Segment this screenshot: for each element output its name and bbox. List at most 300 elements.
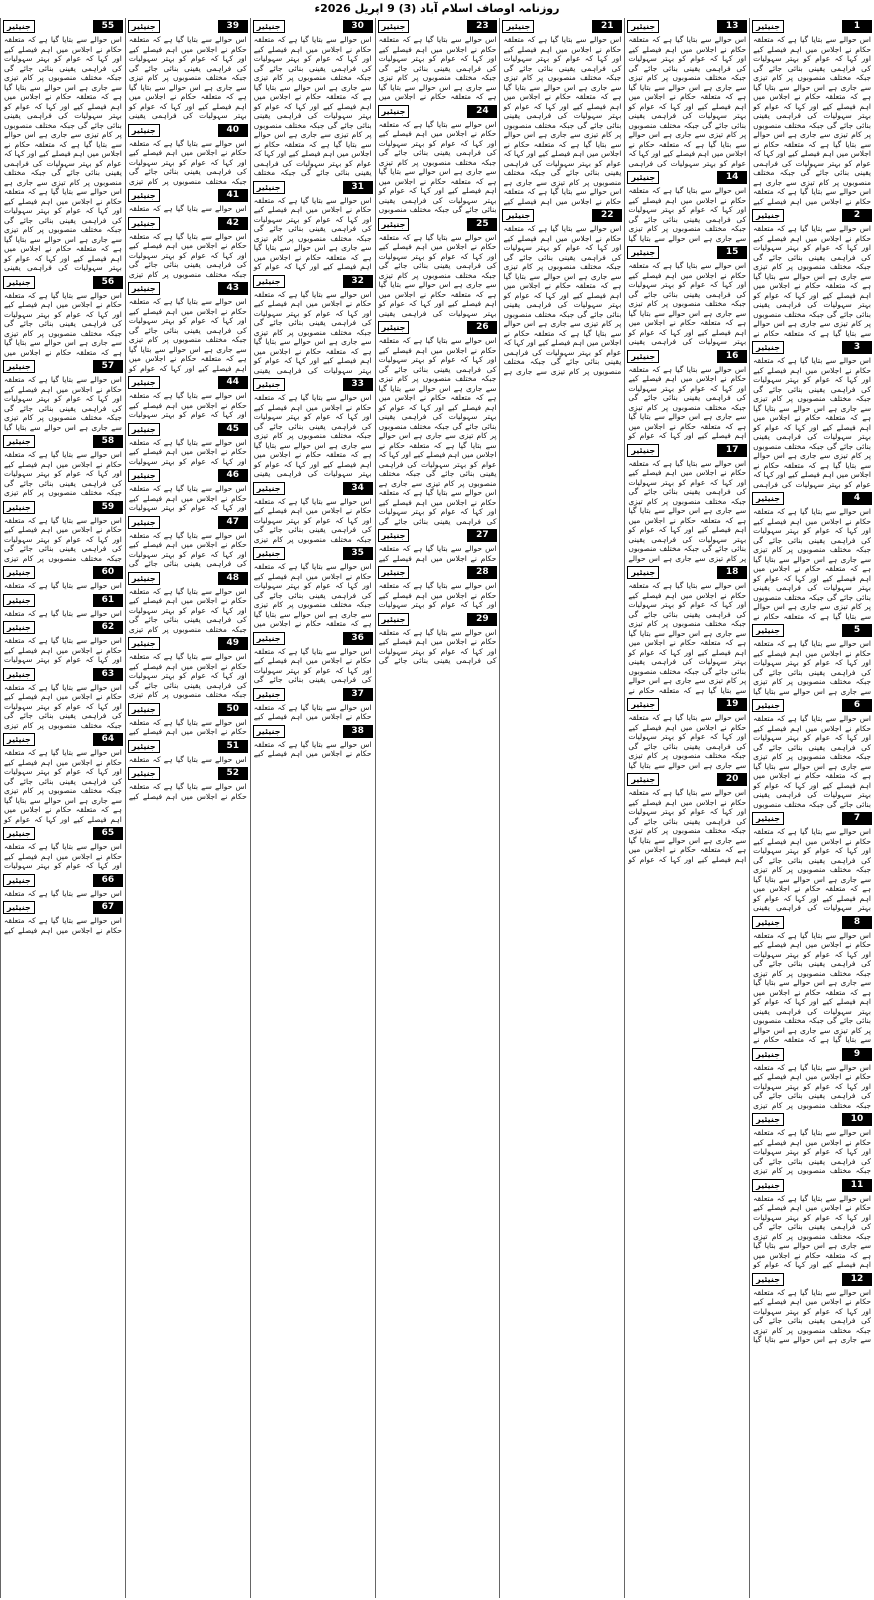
news-entry [625, 246, 749, 347]
news-entry [625, 773, 749, 864]
entry-header [253, 632, 373, 645]
entry-label: جنیئیر [752, 812, 784, 825]
entry-body-text: اس حوالے سے بتایا گیا ہے کہ متعلقہ حکام نے اجلاس میں اہم فیصلے کیے اور کہا کہ عوام کو بہتر سہولیات کی فراہمی یقینی بنائی جائے گی جبکہ مختلف منصوبوں پر کام تیزی سے جاری ہے اس حوالے سے بتایا گیا ہے کہ متعلقہ حکام نے اجلاس میں اہم فیصلے کیے اور کہا کہ عوام کو بہتر سہولیات کی فراہمی یقینی بنائی جائے گی جبکہ مختلف منصوبوں پر کام تیزی سے جاری ہے اس حوالے سے بتایا گیا ہے کہ متعلقہ حکام نے [628, 581, 747, 695]
news-entry [126, 572, 250, 635]
entry-number-badge: 3 [842, 341, 872, 354]
entry-number-badge: 11 [842, 1179, 872, 1192]
news-entry [625, 350, 749, 441]
entry-number-badge: 55 [93, 20, 123, 33]
news-entry [1, 276, 125, 358]
news-entry [126, 217, 250, 280]
entry-number-badge: 2 [842, 209, 872, 222]
entry-header [128, 376, 248, 389]
entry-header [502, 209, 622, 222]
entry-body-text: اس حوالے سے بتایا گیا ہے کہ متعلقہ حکام نے اجلاس میں اہم فیصلے کیے اور کہا کہ عوام کو بہتر سہولیات کی فراہمی یقینی بنائی جائے گی جبکہ مختلف منصوبوں پر کام تیزی سے جاری ہے اس حوالے سے بتایا گیا ہے کہ متعلقہ حکام نے اجلاس میں اہم فیصلے کیے اور کہا کہ عوام کو بہتر سہولیات کی فراہمی یقینی بنائی جائے گی جبکہ مختلف منصوبوں [753, 714, 871, 809]
news-entry [750, 209, 874, 338]
entry-header [253, 20, 373, 33]
entry-label: جنیئیر [627, 698, 659, 711]
news-entry [126, 282, 250, 373]
news-column [0, 18, 125, 1598]
news-entry [750, 492, 874, 621]
entry-number-badge: 50 [218, 703, 248, 716]
news-entry [251, 275, 375, 376]
entry-body-text: اس حوالے سے بتایا گیا ہے کہ متعلقہ حکام نے اجلاس میں اہم فیصلے کیے اور کہا کہ عوام کو بہتر سہولیات کی فراہمی یقینی بنائی جائے گی جبکہ مختلف منصوبوں پر کام تیزی سے جاری ہے اس حوالے سے بتایا گیا ہے کہ متعلقہ حکام نے اجلاس میں اہم فیصلے کیے اور کہا کہ عوام کو [253, 195, 372, 271]
entry-header [253, 275, 373, 288]
news-entry [251, 482, 375, 545]
entry-number-badge: 10 [842, 1113, 872, 1126]
entry-body-text: اس حوالے سے بتایا گیا ہے کہ متعلقہ حکام نے اجلاس میں اہم فیصلے کیے اور کہا کہ عوام کو بہتر سہولیات کی فراہمی یقینی بنائی جائے گی [378, 627, 497, 665]
entry-number-badge: 21 [592, 20, 622, 33]
entry-number-badge: 29 [467, 613, 497, 626]
entry-header [752, 20, 872, 33]
news-entry [376, 20, 500, 102]
entry-body-text: اس حوالے سے بتایا گیا ہے کہ متعلقہ حکام نے اجلاس میں اہم فیصلے کیے اور کہا کہ عوام کو بہتر سہولیات کی فراہمی یقینی بنائی جائے گی جبکہ مختلف منصوبوں پر کام تیزی سے جاری ہے اس حوالے سے بتایا گیا ہے کہ متعلقہ حکام نے اجلاس میں اہم فیصلے کیے اور کہا کہ عوام کو [753, 1193, 871, 1269]
entry-body-text: اس حوالے سے بتایا گیا ہے کہ متعلقہ حکام نے اجلاس میں اہم فیصلے کیے اور کہا کہ عوام کو بہتر سہولیات کی فراہمی یقینی بنائی جائے گی جبکہ مختلف منصوبوں پر کام تیزی سے جاری ہے اس حوالے سے بتایا گیا ہے کہ متعلقہ حکام نے اجلاس میں اہم فیصلے کیے اور کہا کہ عوام کو بہتر سہولیات کی فراہمی یقینی بنائی جائے گی جبکہ مختلف منصوبوں پر کام تیزی سے جاری ہے اس حوالے [628, 458, 747, 563]
entry-number-badge: 47 [218, 516, 248, 529]
entry-number-badge: 25 [467, 218, 497, 231]
entry-label: جنیئیر [128, 376, 160, 389]
entry-header [627, 698, 747, 711]
entry-header [752, 916, 872, 929]
entry-number-badge: 23 [467, 20, 497, 33]
entry-header [378, 321, 498, 334]
entry-label: جنیئیر [502, 20, 534, 33]
entry-number-badge: 30 [343, 20, 373, 33]
entry-header [752, 624, 872, 637]
news-entry [1, 360, 125, 432]
entry-header [3, 733, 123, 746]
entry-label: جنیئیر [128, 20, 160, 33]
entry-header [3, 566, 123, 579]
entry-number-badge: 18 [717, 566, 747, 579]
entry-label: جنیئیر [752, 699, 784, 712]
entry-body-text: اس حوالے سے بتایا گیا ہے کہ متعلقہ حکام نے اجلاس میں اہم فیصلے کیے اور کہا کہ عوام کو بہتر سہولیات کی فراہمی یقینی بنائی جائے گی جبکہ مختلف منصوبوں پر کام تیزی سے جاری ہے اس حوالے سے بتایا گیا ہے کہ متعلقہ حکام نے اجلاس میں اہم فیصلے کیے اور کہا کہ عوام کو [4, 748, 122, 824]
news-entry [126, 189, 250, 214]
entry-number-badge: 16 [717, 350, 747, 363]
entry-label: جنیئیر [128, 637, 160, 650]
entry-number-badge: 65 [93, 827, 123, 840]
entry-number-badge: 14 [717, 171, 747, 184]
entry-number-badge: 49 [218, 637, 248, 650]
entry-label: جنیئیر [378, 218, 410, 231]
news-column [375, 18, 500, 1598]
entry-number-badge: 31 [343, 181, 373, 194]
entry-label: جنیئیر [378, 105, 410, 118]
entry-label: جنیئیر [752, 1179, 784, 1192]
entry-body-text: اس حوالے سے بتایا گیا ہے کہ متعلقہ حکام نے اجلاس میں اہم فیصلے کیے اور کہا کہ عوام کو بہتر سہولیات کی فراہمی یقینی بنائی جائے گی جبکہ مختلف منصوبوں پر کام تیزی سے جاری ہے اس حوالے سے بتایا گیا ہے کہ متعلقہ حکام نے اجلاس میں اہم فیصلے کیے اور کہا کہ عوام کو بہتر سہولیات کی فراہمی یقینی بنائی جائے گی جبکہ مختلف منصوبوں پر کام تیزی سے جاری ہے اس حوالے سے بتایا گیا ہے کہ متعلقہ حکام نے اجلاس میں اہم فیصلے کیے اور کہا کہ عوام کو بہتر سہولیات کی فراہمی یقینی بنائی جائے گی جبکہ مختلف منصوبوں پر کام تیزی سے جاری ہے اس حوالے سے بتایا گیا ہے کہ متعلقہ حکام نے اجلاس میں اہم فیصلے کیے [503, 35, 622, 206]
entry-number-badge: 58 [93, 435, 123, 448]
entry-body-text: اس حوالے سے بتایا گیا ہے کہ متعلقہ [4, 888, 122, 898]
news-entry [750, 624, 874, 696]
entry-header [3, 901, 123, 914]
entry-body-text: اس حوالے سے بتایا گیا ہے کہ متعلقہ حکام نے اجلاس میں اہم فیصلے کیے اور کہا کہ عوام کو بہتر سہولیات کی فراہمی یقینی بنائی جائے گی جبکہ مختلف منصوبوں پر کام تیزی سے جاری ہے اس حوالے سے بتایا گیا [753, 639, 871, 696]
entry-number-badge: 17 [717, 444, 747, 457]
news-entry [750, 916, 874, 1045]
news-entry [126, 124, 250, 187]
entry-label: جنیئیر [627, 350, 659, 363]
entry-header [378, 218, 498, 231]
entry-label: جنیئیر [752, 209, 784, 222]
news-entry [1, 20, 125, 273]
news-entry [1, 827, 125, 871]
entry-number-badge: 20 [717, 773, 747, 786]
entry-header [128, 469, 248, 482]
entry-header [253, 547, 373, 560]
entry-header [3, 594, 123, 607]
entry-header [752, 341, 872, 354]
news-column [749, 18, 874, 1598]
entry-body-text: اس حوالے سے بتایا گیا ہے کہ متعلقہ حکام نے اجلاس میں اہم فیصلے کیے [128, 717, 247, 736]
entry-header [3, 874, 123, 887]
entry-header [752, 1113, 872, 1126]
entry-body-text: اس حوالے سے بتایا گیا ہے کہ متعلقہ حکام نے اجلاس میں اہم فیصلے کیے اور کہا کہ عوام کو بہتر سہولیات کی فراہمی یقینی بنائی جائے گی جبکہ مختلف منصوبوں پر کام تیزی سے جاری ہے اس حوالے سے بتایا گیا ہے کہ متعلقہ حکام نے اجلاس میں اہم فیصلے کیے اور کہا کہ عوام کو بہتر سہولیات کی فراہمی یقینی بنائی جائے گی جبکہ مختلف منصوبوں پر کام تیزی سے جاری ہے اس حوالے سے بتایا گیا ہے کہ متعلقہ حکام نے [753, 507, 871, 621]
entry-header [253, 482, 373, 495]
entry-body-text: اس حوالے سے بتایا گیا ہے کہ متعلقہ حکام نے اجلاس میں اہم فیصلے کیے اور کہا کہ عوام کو بہتر سہولیات کی فراہمی یقینی بنائی جائے گی جبکہ مختلف منصوبوں پر کام تیزی سے جاری ہے اس حوالے سے بتایا گیا ہے کہ متعلقہ حکام نے اجلاس میں اہم فیصلے کیے اور کہا کہ عوام کو بہتر سہولیات کی فراہمی یقینی بنائی جائے گی جبکہ مختلف منصوبوں [378, 119, 497, 214]
entry-number-badge: 42 [218, 217, 248, 230]
entry-number-badge: 51 [218, 740, 248, 753]
entry-label: جنیئیر [3, 668, 35, 681]
entry-body-text: اس حوالے سے بتایا گیا ہے کہ متعلقہ حکام نے اجلاس میں اہم فیصلے کیے اور کہا کہ عوام کو بہتر سہولیات کی فراہمی یقینی بنائی جائے گی جبکہ مختلف منصوبوں پر کام تیزی سے جاری ہے اس حوالے سے بتایا گیا ہے کہ متعلقہ حکام نے اجلاس میں اہم فیصلے کیے اور کہا کہ عوام کو بہتر سہولیات کی فراہمی یقینی [253, 393, 372, 478]
entry-number-badge: 7 [842, 812, 872, 825]
entry-body-text: اس حوالے سے بتایا گیا ہے کہ متعلقہ حکام نے اجلاس میں اہم فیصلے کیے اور کہا کہ عوام کو بہتر سہولیات کی فراہمی یقینی بنائی جائے گی جبکہ مختلف منصوبوں پر کام تیزی سے جاری ہے اس حوالے سے بتایا گیا [4, 375, 122, 432]
entry-label: جنیئیر [253, 20, 285, 33]
entry-label: جنیئیر [3, 435, 35, 448]
entry-header [3, 20, 123, 33]
entry-body-text: اس حوالے سے بتایا گیا ہے کہ متعلقہ حکام نے اجلاس میں اہم فیصلے کیے اور کہا کہ عوام کو بہتر سہولیات کی فراہمی یقینی بنائی جائے گی جبکہ مختلف منصوبوں پر کام تیزی [128, 231, 247, 279]
entry-number-badge: 5 [842, 624, 872, 637]
news-entry [376, 613, 500, 666]
news-entry [1, 435, 125, 498]
entry-body-text: اس حوالے سے بتایا گیا ہے کہ متعلقہ حکام نے اجلاس میں اہم فیصلے کیے اور کہا کہ عوام کو بہتر سہولیات کی فراہمی یقینی بنائی جائے گی جبکہ مختلف منصوبوں پر کام تیزی [128, 138, 247, 186]
entry-header [128, 637, 248, 650]
entry-label: جنیئیر [3, 360, 35, 373]
entry-header [627, 350, 747, 363]
news-column [250, 18, 375, 1598]
entry-body-text: اس حوالے سے بتایا گیا ہے کہ متعلقہ حکام نے اجلاس میں اہم فیصلے کیے اور کہا کہ عوام کو بہتر سہولیات کی فراہمی یقینی بنائی جائے گی جبکہ مختلف منصوبوں پر کام تیزی سے جاری ہے اس حوالے سے بتایا گیا ہے کہ متعلقہ حکام نے اجلاس میں اہم فیصلے کیے اور کہا کہ عوام کو بہتر سہولیات کی فراہمی یقینی بنائی جائے گی جبکہ مختلف منصوبوں پر کام تیزی سے جاری ہے اس حوالے سے بتایا گیا ہے کہ متعلقہ حکام نے اجلاس میں اہم فیصلے کیے اور کہا کہ عوام کو بہتر سہولیات کی فراہمی یقینی بنائی جائے گی جبکہ مختلف منصوبوں پر کام تیزی سے جاری ہے [503, 224, 622, 376]
entry-header [3, 827, 123, 840]
entry-number-badge: 28 [467, 566, 497, 579]
entry-label: جنیئیر [752, 341, 784, 354]
entry-body-text: اس حوالے سے بتایا گیا ہے کہ متعلقہ حکام نے اجلاس میں اہم فیصلے کیے اور کہا کہ عوام کو بہتر سہولیات کی فراہمی یقینی بنائی جائے گی جبکہ مختلف منصوبوں پر کام تیزی سے جاری ہے اس حوالے سے بتایا گیا ہے کہ متعلقہ حکام نے اجلاس میں اہم فیصلے کیے اور کہا کہ عوام کو بہتر سہولیات کی فراہمی یقینی بنائی جائے گی جبکہ مختلف منصوبوں پر کام تیزی سے جاری ہے اس حوالے سے بتایا گیا ہے کہ متعلقہ حکام نے [753, 224, 871, 338]
entry-header [378, 566, 498, 579]
entry-label: جنیئیر [627, 20, 659, 33]
news-entry [750, 1273, 874, 1345]
entry-header [627, 246, 747, 259]
entry-label: جنیئیر [752, 492, 784, 505]
entry-label: جنیئیر [627, 773, 659, 786]
entry-number-badge: 64 [93, 733, 123, 746]
entry-label: جنیئیر [752, 1048, 784, 1061]
entry-header [128, 423, 248, 436]
entry-header [128, 516, 248, 529]
entry-number-badge: 63 [93, 668, 123, 681]
entry-header [3, 668, 123, 681]
news-entry [126, 20, 250, 121]
entry-label: جنیئیر [378, 566, 410, 579]
entry-header [253, 378, 373, 391]
entry-body-text: اس حوالے سے بتایا گیا ہے کہ متعلقہ حکام نے اجلاس میں اہم فیصلے کیے [253, 739, 372, 758]
entry-number-badge: 46 [218, 469, 248, 482]
entry-label: جنیئیر [752, 916, 784, 929]
entry-header [128, 124, 248, 137]
entry-body-text: اس حوالے سے بتایا گیا ہے کہ متعلقہ حکام نے اجلاس میں اہم فیصلے کیے اور کہا کہ عوام کو بہتر سہولیات کی فراہمی یقینی بنائی جائے گی جبکہ مختلف منصوبوں پر کام تیزی سے جاری ہے اس حوالے سے بتایا گیا ہے کہ متعلقہ حکام نے اجلاس میں اہم فیصلے کیے اور کہا کہ عوام کو بہتر سہولیات کی فراہمی یقینی [253, 289, 372, 375]
entry-number-badge: 26 [467, 321, 497, 334]
entry-body-text: اس حوالے سے بتایا گیا ہے کہ متعلقہ حکام نے اجلاس میں اہم فیصلے کیے اور کہا کہ عوام کو بہتر سہولیات [128, 484, 247, 512]
entry-label: جنیئیر [253, 482, 285, 495]
news-entry [126, 516, 250, 569]
entry-label: جنیئیر [128, 516, 160, 529]
news-entry [251, 632, 375, 685]
entry-header [128, 767, 248, 780]
entry-number-badge: 9 [842, 1048, 872, 1061]
entry-body-text: اس حوالے سے بتایا گیا ہے کہ متعلقہ [4, 608, 122, 618]
entry-body-text: اس حوالے سے بتایا گیا ہے کہ متعلقہ حکام نے اجلاس میں اہم فیصلے کیے اور کہا کہ عوام کو بہتر سہولیات کی فراہمی یقینی بنائی جائے گی جبکہ مختلف منصوبوں پر کام تیزی [753, 1062, 871, 1110]
entry-label: جنیئیر [253, 181, 285, 194]
entry-number-badge: 32 [343, 275, 373, 288]
entry-body-text: اس حوالے سے بتایا گیا ہے کہ متعلقہ حکام نے اجلاس میں اہم فیصلے کیے اور کہا کہ عوام کو بہتر سہولیات کی فراہمی یقینی بنائی جائے گی [253, 646, 372, 684]
entry-number-badge: 35 [343, 547, 373, 560]
entry-label: جنیئیر [253, 632, 285, 645]
entry-label: جنیئیر [752, 624, 784, 637]
entry-label: جنیئیر [502, 209, 534, 222]
entry-number-badge: 60 [93, 566, 123, 579]
entry-header [627, 566, 747, 579]
news-entry [750, 1113, 874, 1176]
news-entry [625, 20, 749, 168]
entry-label: جنیئیر [128, 189, 160, 202]
entry-number-badge: 38 [343, 725, 373, 738]
entry-body-text: اس حوالے سے بتایا گیا ہے کہ متعلقہ حکام نے اجلاس میں اہم فیصلے کیے اور کہا کہ عوام کو بہتر سہولیات کی فراہمی یقینی بنائی جائے گی جبکہ مختلف منصوبوں پر کام تیزی [128, 652, 247, 699]
entry-body-text: اس حوالے سے بتایا گیا ہے کہ متعلقہ حکام نے اجلاس میں اہم فیصلے کیے اور کہا کہ عوام کو بہتر سہولیات کی فراہمی یقینی بنائی جائے گی جبکہ مختلف منصوبوں پر کام تیزی سے جاری ہے اس حوالے سے بتایا گیا ہے کہ متعلقہ حکام نے اجلاس میں اہم فیصلے کیے اور کہا کہ عوام کو [628, 788, 747, 864]
entry-number-badge: 15 [717, 246, 747, 259]
entry-body-text: اس حوالے سے بتایا گیا ہے کہ متعلقہ حکام نے اجلاس میں اہم فیصلے کیے اور کہا کہ عوام کو بہتر سہولیات کی فراہمی یقینی بنائی جائے گی جبکہ مختلف منصوبوں پر کام تیزی [4, 682, 122, 730]
entry-header [3, 621, 123, 634]
news-entry [625, 698, 749, 770]
news-entry [1, 566, 125, 591]
entry-label: جنیئیر [253, 547, 285, 560]
entry-label: جنیئیر [627, 566, 659, 579]
entry-body-text: اس حوالے سے بتایا گیا ہے کہ متعلقہ حکام نے اجلاس میں اہم فیصلے کیے [4, 916, 122, 935]
entry-header [128, 572, 248, 585]
entry-header [627, 20, 747, 33]
entry-number-badge: 6 [842, 699, 872, 712]
news-entry [376, 529, 500, 563]
entry-header [3, 501, 123, 514]
entry-label: جنیئیر [627, 444, 659, 457]
entry-body-text: اس حوالے سے بتایا گیا ہے کہ متعلقہ حکام نے اجلاس میں اہم فیصلے کیے اور کہا کہ عوام کو بہتر سہولیات کی فراہمی یقینی بنائی جائے گی جبکہ مختلف منصوبوں پر کام تیزی سے جاری ہے اس حوالے سے بتایا گیا ہے کہ متعلقہ حکام نے اجلاس میں اہم فیصلے کیے اور کہا کہ عوام کو بہتر سہولیات کی فراہمی یقینی بنائی جائے گی جبکہ مختلف منصوبوں پر کام تیزی سے جاری ہے اس حوالے سے بتایا گیا ہے کہ متعلقہ حکام نے اجلاس میں اہم فیصلے کیے اور کہا کہ عوام کو بہتر سہولیات کی فراہمی یقینی بنائی جائے گی جبکہ مختلف [253, 35, 372, 177]
news-entry [376, 566, 500, 610]
news-entry [750, 1179, 874, 1270]
entry-label: جنیئیر [627, 246, 659, 259]
entry-header [627, 171, 747, 184]
entry-header [752, 1179, 872, 1192]
entry-label: جنیئیر [128, 423, 160, 436]
entry-number-badge: 59 [93, 501, 123, 514]
news-entry [376, 218, 500, 319]
news-column [624, 18, 749, 1598]
entry-body-text: اس حوالے سے بتایا گیا ہے کہ متعلقہ حکام نے اجلاس میں اہم فیصلے کیے اور کہا کہ عوام کو بہتر سہولیات کی فراہمی یقینی بنائی جائے گی جبکہ مختلف منصوبوں پر کام تیزی سے جاری ہے اس حوالے سے بتایا گیا ہے کہ متعلقہ حکام نے اجلاس میں اہم فیصلے کیے اور کہا کہ عوام کو بہتر سہولیات کی فراہمی یقینی [128, 35, 247, 120]
entry-body-text: اس حوالے سے بتایا گیا ہے کہ متعلقہ حکام نے اجلاس میں اہم فیصلے کیے اور کہا کہ عوام کو بہتر سہولیات [4, 842, 122, 870]
entry-number-badge: 44 [218, 376, 248, 389]
entry-label: جنیئیر [3, 621, 35, 634]
entry-label: جنیئیر [253, 378, 285, 391]
entry-label: جنیئیر [378, 529, 410, 542]
entry-number-badge: 19 [717, 698, 747, 711]
entry-number-badge: 56 [93, 276, 123, 289]
news-entry [750, 1048, 874, 1111]
entry-label: جنیئیر [253, 275, 285, 288]
entry-body-text: اس حوالے سے بتایا گیا ہے کہ متعلقہ حکام نے اجلاس میں اہم فیصلے کیے اور کہا کہ عوام کو بہتر سہولیات کی فراہمی یقینی بنائی جائے گی جبکہ مختلف منصوبوں پر کام تیزی سے جاری ہے اس حوالے سے بتایا گیا ہے کہ متعلقہ حکام نے اجلاس میں اہم فیصلے کیے اور کہا کہ عوام کو [128, 297, 247, 373]
entry-number-badge: 1 [842, 20, 872, 33]
news-entry [500, 209, 624, 376]
news-entry [1, 594, 125, 619]
entry-number-badge: 22 [592, 209, 622, 222]
news-entry [126, 703, 250, 737]
entry-number-badge: 39 [218, 20, 248, 33]
entry-number-badge: 48 [218, 572, 248, 585]
entry-label: جنیئیر [3, 594, 35, 607]
entry-header [752, 1273, 872, 1286]
entry-number-badge: 33 [343, 378, 373, 391]
entry-body-text: اس حوالے سے بتایا گیا ہے کہ متعلقہ حکام نے اجلاس میں اہم فیصلے کیے اور کہا کہ عوام کو بہتر سہولیات کی فراہمی یقینی بنائی جائے گی جبکہ مختلف منصوبوں پر کام تیزی سے جاری ہے اس حوالے سے بتایا گیا ہے کہ متعلقہ حکام نے اجلاس میں اہم فیصلے کیے اور کہا کہ عوام کو بہتر سہولیات کی فراہمی یقینی بنائی جائے گی جبکہ مختلف منصوبوں پر کام تیزی سے جاری ہے اس حوالے سے بتایا گیا ہے کہ متعلقہ حکام نے اجلاس میں اہم فیصلے کیے اور کہا کہ عوام کو بہتر سہولیات کی فراہمی [628, 35, 747, 168]
news-entry [750, 699, 874, 809]
entry-header [128, 189, 248, 202]
entry-body-text: اس حوالے سے بتایا گیا ہے کہ متعلقہ حکام نے اجلاس میں اہم فیصلے کیے اور کہا کہ عوام کو بہتر سہولیات کی فراہمی یقینی بنائی جائے گی جبکہ مختلف منصوبوں پر کام تیزی سے جاری ہے اس حوالے سے بتایا گیا [753, 1287, 871, 1344]
news-entry [126, 637, 250, 700]
entry-header [253, 725, 373, 738]
news-entry [376, 105, 500, 215]
news-entry [251, 378, 375, 479]
entry-header [378, 105, 498, 118]
entry-header [253, 688, 373, 701]
entry-body-text: اس حوالے سے بتایا گیا ہے کہ متعلقہ حکام نے اجلاس میں اہم فیصلے کیے اور کہا کہ عوام کو بہتر سہولیات کی فراہمی یقینی بنائی جائے گی جبکہ مختلف منصوبوں پر کام تیزی سے جاری ہے اس حوالے سے بتایا گیا ہے کہ متعلقہ حکام نے اجلاس میں [4, 290, 122, 357]
news-entry [251, 688, 375, 722]
entry-body-text: اس حوالے سے بتایا گیا ہے کہ متعلقہ حکام نے اجلاس میں اہم فیصلے کیے اور کہا کہ عوام کو بہتر سہولیات کی فراہمی یقینی بنائی جائے گی جبکہ مختلف منصوبوں پر کام تیزی سے جاری ہے اس حوالے سے بتایا گیا ہے کہ متعلقہ حکام نے اجلاس میں اہم فیصلے کیے اور کہا کہ عوام کو بہتر سہولیات کی فراہمی یقینی [753, 827, 871, 912]
entry-label: جنیئیر [128, 217, 160, 230]
news-column [499, 18, 624, 1598]
entry-number-badge: 34 [343, 482, 373, 495]
entry-number-badge: 36 [343, 632, 373, 645]
entry-label: جنیئیر [3, 20, 35, 33]
entry-number-badge: 27 [467, 529, 497, 542]
news-entry [126, 740, 250, 765]
entry-number-badge: 37 [343, 688, 373, 701]
entry-header [128, 282, 248, 295]
news-entry [251, 20, 375, 178]
entry-body-text: اس حوالے سے بتایا گیا ہے کہ متعلقہ حکام نے اجلاس میں اہم فیصلے کیے اور کہا کہ عوام کو بہتر سہولیات کی فراہمی یقینی بنائی جائے گی جبکہ مختلف منصوبوں پر کام تیزی سے جاری ہے اس حوالے سے بتایا گیا ہے کہ متعلقہ حکام نے اجلاس میں اہم فیصلے کیے اور کہا کہ عوام کو بہتر سہولیات کی فراہمی یقینی [378, 232, 497, 318]
entry-header [128, 703, 248, 716]
news-entry [251, 547, 375, 629]
entry-header [3, 435, 123, 448]
news-entry [1, 501, 125, 564]
entry-number-badge: 12 [842, 1273, 872, 1286]
entry-label: جنیئیر [378, 321, 410, 334]
entry-label: جنیئیر [752, 1273, 784, 1286]
entry-body-text: اس حوالے سے بتایا گیا ہے کہ متعلقہ حکام نے اجلاس میں اہم فیصلے کیے اور کہا کہ عوام کو بہتر سہولیات کی فراہمی یقینی بنائی جائے گی جبکہ مختلف منصوبوں پر کام تیزی سے جاری ہے اس حوالے سے بتایا گیا ہے کہ متعلقہ حکام نے اجلاس میں اہم فیصلے کیے اور کہا کہ عوام کو بہتر سہولیات کی فراہمی یقینی بنائی جائے گی جبکہ مختلف منصوبوں پر کام تیزی سے جاری ہے اس حوالے سے بتایا گیا ہے کہ متعلقہ حکام نے اجلاس میں اہم فیصلے کیے اور کہا کہ عوام کو بہتر سہولیات کی فراہمی [753, 356, 871, 489]
news-entry [1, 874, 125, 899]
entry-header [502, 20, 622, 33]
entry-body-text: اس حوالے سے بتایا گیا ہے کہ متعلقہ حکام نے اجلاس میں اہم فیصلے کیے اور کہا کہ عوام کو بہتر سہولیات کی فراہمی یقینی بنائی جائے گی جبکہ مختلف منصوبوں پر کام تیزی سے جاری ہے اس حوالے سے بتایا گیا [628, 713, 747, 770]
entry-body-text: اس حوالے سے بتایا گیا ہے کہ متعلقہ حکام نے اجلاس میں اہم فیصلے کیے [253, 702, 372, 721]
entry-label: جنیئیر [128, 740, 160, 753]
entry-label: جنیئیر [128, 124, 160, 137]
entry-label: جنیئیر [253, 688, 285, 701]
entry-body-text: اس حوالے سے بتایا گیا ہے کہ متعلقہ حکام نے اجلاس میں اہم فیصلے کیے [128, 782, 247, 801]
entry-body-text: اس حوالے سے بتایا گیا ہے کہ متعلقہ حکام نے اجلاس میں اہم فیصلے کیے اور کہا کہ عوام کو بہتر سہولیات کی فراہمی یقینی بنائی جائے گی جبکہ مختلف منصوبوں پر کام تیزی سے جاری ہے اس حوالے سے بتایا گیا ہے کہ متعلقہ حکام نے اجلاس میں اہم فیصلے کیے اور کہا کہ عوام کو بہتر سہولیات کی فراہمی یقینی [628, 261, 747, 346]
entry-body-text: اس حوالے سے بتایا گیا ہے کہ متعلقہ حکام نے اجلاس میں اہم فیصلے کیے اور کہا کہ عوام کو بہتر سہولیات کی فراہمی یقینی بنائی جائے گی جبکہ مختلف منصوبوں پر کام تیزی سے جاری ہے اس حوالے سے بتایا گیا [628, 186, 747, 243]
entry-body-text: اس حوالے سے بتایا گیا ہے کہ متعلقہ حکام نے اجلاس میں اہم فیصلے کیے اور کہا کہ عوام کو بہتر سہولیات کی فراہمی یقینی بنائی جائے گی جبکہ مختلف منصوبوں پر کام تیزی سے جاری ہے اس حوالے سے بتایا گیا ہے کہ متعلقہ حکام نے اجلاس میں [378, 35, 497, 101]
entry-number-badge: 52 [218, 767, 248, 780]
news-entry [126, 767, 250, 801]
news-entry [1, 621, 125, 665]
entry-header [3, 360, 123, 373]
news-entry [1, 901, 125, 935]
entry-header [378, 529, 498, 542]
news-entry [750, 20, 874, 206]
news-entry [1, 733, 125, 824]
entry-header [752, 1048, 872, 1061]
entry-number-badge: 24 [467, 105, 497, 118]
entry-body-text: اس حوالے سے بتایا گیا ہے کہ متعلقہ حکام نے اجلاس میں اہم فیصلے کیے اور کہا کہ عوام کو بہتر سہولیات کی فراہمی یقینی بنائی جائے گی جبکہ مختلف منصوبوں پر کام تیزی [4, 515, 122, 563]
entry-body-text: اس حوالے سے بتایا گیا ہے کہ متعلقہ [128, 204, 247, 213]
entry-body-text: اس حوالے سے بتایا گیا ہے کہ متعلقہ حکام نے اجلاس میں اہم فیصلے کیے اور کہا کہ عوام کو بہتر سہولیات کی فراہمی یقینی بنائی جائے گی جبکہ مختلف منصوبوں پر کام تیزی [128, 586, 247, 634]
entry-body-text: اس حوالے سے بتایا گیا ہے کہ متعلقہ [128, 754, 247, 764]
news-entry [500, 20, 624, 206]
news-entry [126, 423, 250, 467]
entry-number-badge: 4 [842, 492, 872, 505]
entry-label: جنیئیر [3, 901, 35, 914]
entry-label: جنیئیر [752, 1113, 784, 1126]
entry-body-text: اس حوالے سے بتایا گیا ہے کہ متعلقہ حکام نے اجلاس میں اہم فیصلے کیے اور کہا کہ عوام کو بہتر سہولیات [128, 391, 247, 419]
entry-label: جنیئیر [3, 276, 35, 289]
news-entry [625, 444, 749, 564]
entry-label: جنیئیر [3, 874, 35, 887]
entry-label: جنیئیر [752, 20, 784, 33]
news-entry [625, 566, 749, 695]
entry-body-text: اس حوالے سے بتایا گیا ہے کہ متعلقہ حکام نے اجلاس میں اہم فیصلے کیے اور کہا کہ عوام کو بہتر سہولیات [128, 437, 247, 466]
news-entry [750, 812, 874, 913]
entry-body-text: اس حوالے سے بتایا گیا ہے کہ متعلقہ حکام نے اجلاس میں اہم فیصلے کیے اور کہا کہ عوام کو بہتر سہولیات کی فراہمی یقینی بنائی جائے گی جبکہ مختلف منصوبوں پر کام تیزی [4, 450, 122, 497]
entry-label: جنیئیر [378, 613, 410, 626]
entry-header [752, 812, 872, 825]
news-entry [625, 171, 749, 243]
entry-body-text: اس حوالے سے بتایا گیا ہے کہ متعلقہ حکام نے اجلاس میں اہم فیصلے کیے اور کہا کہ عوام کو بہتر سہولیات کی فراہمی یقینی بنائی جائے گی جبکہ مختلف منصوبوں پر کام تیزی سے جاری ہے اس حوالے سے بتایا گیا ہے کہ متعلقہ حکام نے اجلاس میں اہم فیصلے کیے اور کہا کہ عوام کو بہتر سہولیات کی فراہمی یقینی بنائی جائے گی جبکہ مختلف منصوبوں پر کام تیزی سے جاری ہے اس حوالے سے بتایا گیا ہے کہ متعلقہ حکام نے [753, 930, 871, 1044]
entry-header [3, 276, 123, 289]
entry-number-badge: 40 [218, 124, 248, 137]
entry-body-text: اس حوالے سے بتایا گیا ہے کہ متعلقہ حکام نے اجلاس میں اہم فیصلے کیے اور کہا کہ عوام کو بہتر سہولیات [4, 636, 122, 664]
entry-label: جنیئیر [128, 767, 160, 780]
entry-label: جنیئیر [128, 282, 160, 295]
news-entry [126, 376, 250, 420]
entry-header [378, 20, 498, 33]
entry-body-text: اس حوالے سے بتایا گیا ہے کہ متعلقہ حکام نے اجلاس میں اہم فیصلے کیے اور کہا کہ عوام کو بہتر سہولیات کی فراہمی یقینی بنائی جائے گی جبکہ مختلف منصوبوں پر کام تیزی سے جاری ہے اس حوالے سے بتایا گیا ہے کہ متعلقہ حکام نے اجلاس میں اہم فیصلے کیے اور کہا کہ عوام کو بہتر سہولیات کی فراہمی یقینی بنائی جائے گی جبکہ مختلف منصوبوں پر کام تیزی سے جاری ہے اس حوالے سے بتایا گیا ہے کہ متعلقہ حکام نے اجلاس میں اہم فیصلے کیے اور کہا کہ عوام کو بہتر سہولیات کی فراہمی یقینی بنائی جائے گی جبکہ مختلف منصوبوں پر کام تیزی سے جاری ہے اس حوالے سے بتایا گیا ہے کہ متعلقہ حکام نے اجلاس میں اہم فیصلے کیے اور کہا کہ عوام کو بہتر سہولیات کی فراہمی یقینی بنائی جائے گی [378, 336, 497, 526]
entry-header [752, 699, 872, 712]
entry-header [128, 217, 248, 230]
entry-number-badge: 57 [93, 360, 123, 373]
entry-header [627, 444, 747, 457]
entry-header [752, 492, 872, 505]
entry-header [128, 20, 248, 33]
entry-body-text: اس حوالے سے بتایا گیا ہے کہ متعلقہ حکام نے اجلاس میں اہم فیصلے کیے اور کہا کہ عوام کو بہتر سہولیات کی فراہمی یقینی بنائی جائے گی [128, 530, 247, 568]
entry-body-text: اس حوالے سے بتایا گیا ہے کہ متعلقہ [4, 581, 122, 590]
entry-body-text: اس حوالے سے بتایا گیا ہے کہ متعلقہ حکام نے اجلاس میں اہم فیصلے کیے [378, 544, 497, 563]
entry-body-text: اس حوالے سے بتایا گیا ہے کہ متعلقہ حکام نے اجلاس میں اہم فیصلے کیے اور کہا کہ عوام کو بہتر سہولیات کی فراہمی یقینی بنائی جائے گی جبکہ مختلف منصوبوں پر کام تیزی [253, 496, 372, 544]
entry-number-badge: 62 [93, 621, 123, 634]
entry-label: جنیئیر [3, 733, 35, 746]
entry-header [627, 773, 747, 786]
entry-number-badge: 8 [842, 916, 872, 929]
news-entry [376, 321, 500, 526]
